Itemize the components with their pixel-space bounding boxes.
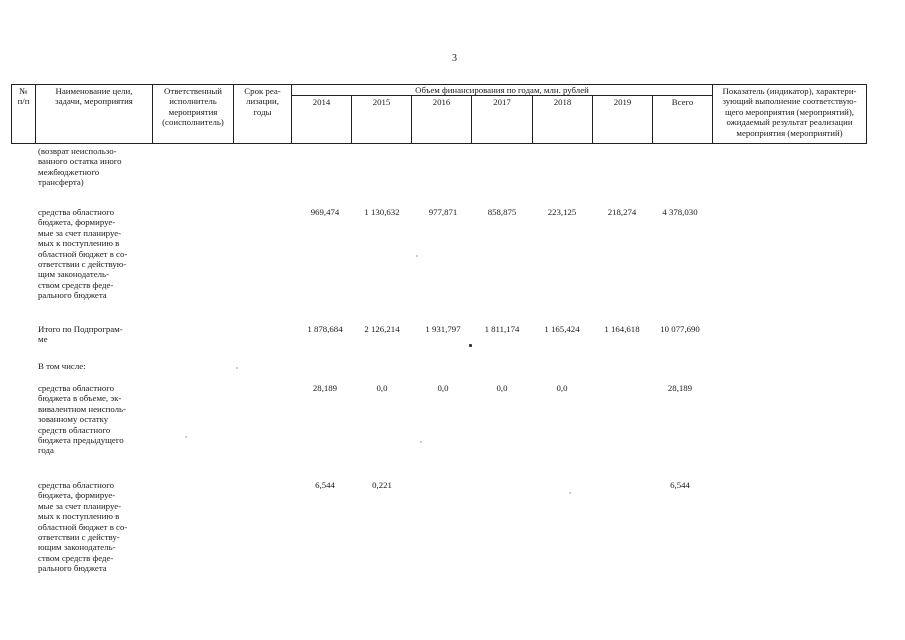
cell-value: 0,0: [496, 383, 508, 393]
scan-speck: [416, 255, 418, 257]
cell-value: 223,125: [547, 207, 577, 217]
cell-value: 1 130,632: [364, 207, 400, 217]
cell-value: 10 077,690: [660, 324, 700, 334]
scan-speck: [469, 344, 472, 347]
row-label: Итого по Подпрограм- ме: [38, 324, 123, 345]
cell-value: 28,189: [312, 383, 338, 393]
row-label: В том числе:: [38, 361, 86, 371]
header-total: Всего: [671, 97, 694, 107]
row-label: (возврат неиспользо- ванного остатка иного межбюджетного трансферта): [38, 146, 122, 188]
header-year: 2015: [372, 97, 391, 107]
page-number: 3: [452, 53, 457, 64]
scan-speck: [420, 441, 422, 443]
header-term: Срок реа- лизации, годы: [244, 86, 281, 117]
header-year: 2014: [312, 97, 331, 107]
cell-value: 977,871: [428, 207, 458, 217]
header-financing: Объем финансирования по годам, млн. рублей: [415, 85, 589, 95]
cell-value: 858,875: [487, 207, 517, 217]
header-responsible: Ответственный исполнитель мероприятия (соисполнитель): [162, 86, 224, 128]
cell-value: 1 878,684: [307, 324, 343, 334]
cell-value: 4 378,030: [662, 207, 698, 217]
header-indicator: Показатель (индикатор), характери- зующий выполнение соответствую- щего мероприятия (мероприятий), ожидаемый результат реализации мероприятия (мероприятий): [722, 86, 857, 138]
scan-speck: [569, 492, 571, 494]
header-year: 2019: [613, 97, 632, 107]
row-label: средства областного бюджета, формируе- мые за счет планируе- мых к поступлению в областной бюджет в со- ответствии с действую- щим законодатель- ством средств феде- рального бюджета: [38, 207, 128, 301]
scan-speck: [185, 436, 187, 438]
cell-value: 2 126,214: [364, 324, 400, 334]
cell-value: 6,544: [670, 480, 690, 490]
cell-value: 28,189: [667, 383, 693, 393]
cell-value: 1 931,797: [425, 324, 461, 334]
header-year: 2018: [553, 97, 572, 107]
row-label: средства областного бюджета в объеме, эк- вивалентном неисполь- зованному остатку средств областного бюджета предыдущего года: [38, 383, 126, 456]
col-line: [866, 84, 867, 143]
cell-value: 218,274: [607, 207, 637, 217]
scan-speck: [236, 367, 238, 369]
header-num: № п/п: [17, 86, 30, 107]
row-label: средства областного бюджета, формируе- мые за счет планируе- мых к поступлению в областной бюджет в со- ответствии с действу- ющим законодатель- ством средств феде- рального бюджета: [38, 480, 128, 574]
cell-value: 0,0: [556, 383, 568, 393]
header-name: Наименование цели, задачи, мероприятия: [55, 86, 133, 107]
header-year: 2016: [432, 97, 451, 107]
header-bottom-line: [11, 143, 867, 144]
cell-value: 0,0: [376, 383, 388, 393]
cell-value: 0,0: [437, 383, 449, 393]
header-year: 2017: [493, 97, 511, 107]
cell-value: 1 165,424: [544, 324, 580, 334]
cell-value: 6,544: [315, 480, 335, 490]
cell-value: 0,221: [372, 480, 392, 490]
cell-value: 1 164,618: [604, 324, 640, 334]
cell-value: 969,474: [310, 207, 340, 217]
cell-value: 1 811,174: [484, 324, 520, 334]
